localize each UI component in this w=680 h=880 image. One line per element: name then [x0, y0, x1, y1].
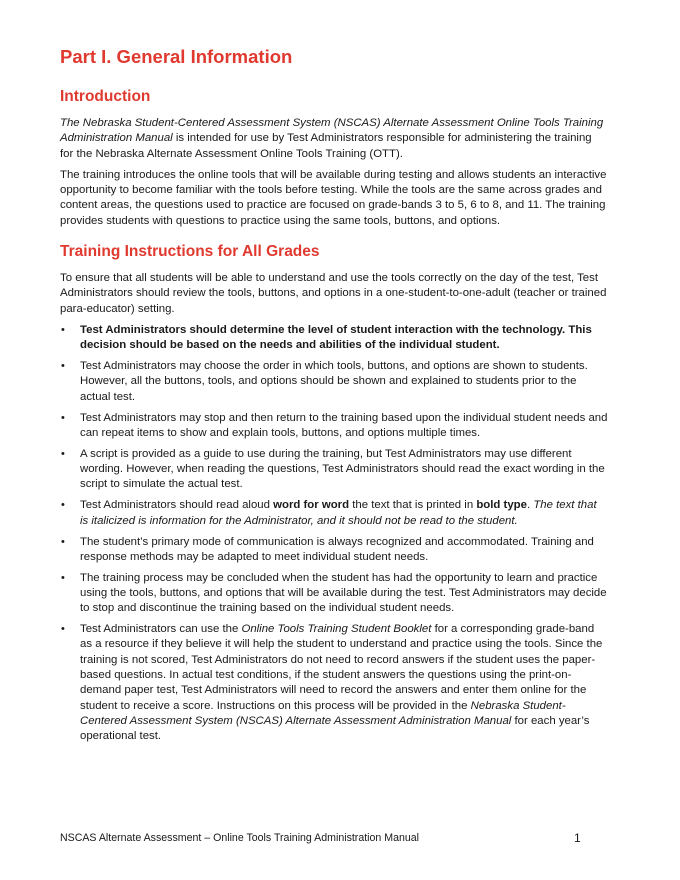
bullet-icon: •	[61, 323, 65, 336]
training-paragraph: To ensure that all students will be able to understand and use the tools correctly on the day of the test, Test Administrators should review the tools, buttons, and options in a one-student-to-one-adult (teacher or trained para-educator) setting.	[60, 272, 607, 315]
page-number: 1	[574, 831, 581, 845]
bullet-icon: •	[61, 499, 65, 512]
bullet-icon: •	[61, 535, 65, 548]
bullet-5-text-c: .	[526, 499, 534, 512]
bullet-8-italic-1: Online Tools Training Student Booklet	[241, 623, 432, 636]
bullet-item-6	[60, 535, 608, 566]
intro-paragraph-1	[60, 116, 608, 162]
training-bullet-list	[60, 323, 608, 745]
bullet-5-text-a: Test Administrators should read aloud	[80, 499, 274, 512]
part-title: Part I. General Information	[60, 46, 293, 67]
bullet-icon: •	[61, 411, 65, 424]
bullet-2-text: Test Administrators may choose the order in which tools, buttons, and options are shown to students. However, all the buttons, tools, and options should be shown and explained to students prior to the actual test.	[80, 360, 588, 403]
bullet-icon: •	[61, 360, 65, 373]
bullet-8-text-a: Test Administrators can use the	[80, 623, 242, 636]
bullet-item-7	[60, 571, 608, 617]
bullet-1-text: Test Administrators should determine the level of student interaction with the technology. This decision should be based on the needs and abilities of the individual student.	[80, 323, 592, 352]
bullet-8-italic-2: Nebraska Student-Centered Assessment System (NSCAS) Alternate Assessment Administration Manual	[80, 699, 566, 727]
document-page	[60, 44, 608, 750]
bullet-item-4	[60, 447, 608, 493]
bullet-8-text-b: for a corresponding grade-band as a resource if they believe it will help the student to understand and practice using the tools. Since the training is not scored, Test Administrators do not need to record answers if the student uses the paper-based questions. In actual test conditions, if the student answers the questions using the print-on-demand paper test, Test Administrators will need to record the answers and enter them online for the student to receive a score. Instructions on this process will be provided in the	[80, 623, 603, 712]
bullet-5-italic: The text that is italicized is information for the Administrator, and it should not be read to the student.	[80, 499, 597, 527]
intro-paragraph-1-text: is intended for use by Test Administrators responsible for administering the training for the Nebraska Alternate Assessment Online Tools Training (OTT).	[60, 132, 592, 160]
bullet-item-1	[60, 323, 608, 354]
footer-title: NSCAS Alternate Assessment – Online Tools Training Administration Manual	[60, 832, 419, 844]
bullet-5-bold-1: word for word	[273, 499, 350, 512]
bullet-3-text: Test Administrators may stop and then return to the training based upon the individual student needs and can repeat items to show and explain tools, buttons, and options multiple times.	[80, 411, 608, 439]
bullet-6-text: The student’s primary mode of communication is always recognized and accommodated. Training and response methods may be adapted to meet individual student needs.	[80, 535, 594, 563]
bullet-item-3	[60, 411, 608, 442]
bullet-icon: •	[61, 447, 65, 460]
bullet-item-8	[60, 622, 608, 744]
bullet-4-text: A script is provided as a guide to use during the training, but Test Administrators may use different wording. However, when reading the questions, Test Administrators should read the exact wording in the script to simulate the actual test.	[80, 447, 605, 491]
introduction-heading: Introduction	[60, 88, 151, 105]
bullet-icon: •	[61, 571, 65, 584]
bullet-8-text-c: for each year’s operational test.	[80, 714, 590, 743]
bullet-icon: •	[61, 623, 65, 636]
bullet-7-text: The training process may be concluded when the student has had the opportunity to learn and practice using the tools, buttons, and options that will be available during the test. Test Administrators may decide to stop and discontinue the training based on the individual student needs.	[80, 571, 607, 615]
intro-paragraph-2: The training introduces the online tools that will be available during testing and allows students an interactive opportunity to become familiar with the tools before testing. While the tools are the same across grades and content areas, the questions used to practice are focused on grade-bands 3 to 5, 6 to 8, and 11. The training provides students with questions to practice using the same tools, buttons, and options.	[60, 168, 607, 227]
bullet-item-2	[60, 359, 608, 405]
bullet-5-text-b: the text that is printed in	[349, 499, 477, 512]
bullet-item-5	[60, 498, 608, 529]
bullet-5-bold-2: bold type	[476, 499, 527, 512]
training-instructions-heading: Training Instructions for All Grades	[60, 243, 320, 261]
manual-title-italic: The Nebraska Student-Centered Assessment System (NSCAS) Alternate Assessment Online Tools Training Administration Manual	[60, 117, 604, 145]
